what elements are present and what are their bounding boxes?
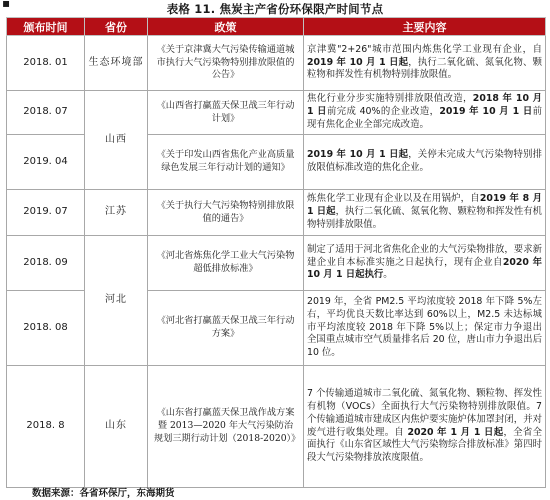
content-bold-segment: 2019 年 10 月 1 日起: [307, 149, 409, 161]
row-content: [304, 291, 546, 366]
table-row: [7, 366, 546, 488]
row-policy: 《关于京津冀大气污染传输通道城市执行大气污染物特别排放限值的公告》: [148, 36, 304, 91]
row-date: 2019. 04: [7, 135, 85, 190]
row-date: 2018. 09: [7, 236, 85, 291]
table-caption: 表格 11. 焦炭主产省份环保限产时间节点: [166, 2, 384, 16]
content-bold-segment: 2018 年 10 月 1 日: [307, 93, 542, 118]
row-content: [304, 135, 546, 190]
content-bold-segment: 2019 年 10 月 1 日: [439, 106, 533, 118]
content-segment: 前完成 40%的企业改造，: [326, 106, 440, 118]
row-province: 山东: [85, 366, 148, 488]
header-policy: 政策: [148, 18, 304, 36]
content-segment: 焦化行业分步实施特别排放限值改造，: [307, 93, 473, 105]
content-segment: 炼焦化学工业现有企业以及在用锅炉，自: [307, 193, 480, 205]
row-province: 山西: [85, 91, 148, 190]
header-province: 省份: [85, 18, 148, 36]
content-segment: 制定了适用于河北省焦化企业的大气污染物排放，要求新建企业自本标准实施之日起执行，现有企业自: [307, 243, 542, 268]
row-policy: 《河北省炼焦化学工业大气污染物超低排放标准》: [148, 236, 304, 291]
data-source-note: 数据来源：各省环保厅，东海期货: [32, 488, 175, 499]
table-row: [7, 236, 546, 291]
row-policy: 《山东省打赢蓝天保卫战作战方案暨 2013—2020 年大气污染防治规划三期行动计划（2018-2020）》: [148, 366, 304, 488]
row-date: 2018. 07: [7, 91, 85, 135]
row-content: [304, 366, 546, 488]
row-policy: 《河北省打赢蓝天保卫战三年行动方案》: [148, 291, 304, 366]
table-row: [7, 36, 546, 91]
content-segment: 京津冀"2+26"城市范围内炼焦化学工业现有企业，自: [307, 43, 542, 55]
content-segment: ，全省全面执行《山东省区域性大气污染物综合排放标准》第四时段大气污染物排放浓度限值。: [307, 426, 542, 463]
content-segment: ，执行二氧化硫、氮氧化物、颗粒物和挥发性有机物特别排放限值。: [307, 56, 542, 81]
row-date: 2019. 07: [7, 190, 85, 236]
row-date: 2018. 08: [7, 291, 85, 366]
row-content: [304, 190, 546, 236]
content-segment: 。: [383, 269, 393, 281]
row-province: 生态环境部: [85, 36, 148, 91]
content-bold-segment: 2020 年 10 月 1 日起执行: [307, 256, 542, 281]
content-segment: ，执行二氧化硫、氮氧化物、颗粒物和挥发性有机物特别排放限值。: [307, 206, 542, 230]
table-header-row: [7, 18, 546, 36]
row-policy: 《关于执行大气污染物特别排放限值的通告》: [148, 190, 304, 236]
row-province: 河北: [85, 236, 148, 366]
bullet-mark: ▪: [2, 0, 11, 10]
content-bold-segment: 2019 年 10 月 1 日起: [307, 56, 409, 68]
row-policy: 《关于印发山西省焦化产业高质量绿色发展三年行动计划的通知》: [148, 135, 304, 190]
row-content: [304, 91, 546, 135]
header-date: 颁布时间: [7, 18, 85, 36]
row-province: 江苏: [85, 190, 148, 236]
content-segment: ，关停未完成大气污染物特别排放限值标准改造的焦化企业。: [307, 149, 542, 173]
content-bold-segment: 2019 年 8 月 1 日起: [307, 193, 542, 218]
row-content: [304, 36, 546, 91]
row-content: [304, 236, 546, 291]
row-date: 2018. 01: [7, 36, 85, 91]
content-segment: 2019 年，全省 PM2.5 平均浓度较 2018 年下降 5%左右，平均优良天数比率达到 60%以上，M2.5 未达标城市平均浓度较 2018 年下降 5%以上；保定市力争退出全国重点城市空气质量排名后 20 位，唐山市力争退出后 10 位。: [307, 296, 542, 359]
row-policy: 《山西省打赢蓝天保卫战三年行动计划》: [148, 91, 304, 135]
row-date: 2018. 8: [7, 366, 85, 488]
content-bold-segment: 2020 年 1 月 1 日起: [407, 426, 504, 438]
header-content: 主要内容: [304, 18, 546, 36]
table-row: [7, 190, 546, 236]
content-segment: 前现有焦化企业全部完成改造。: [307, 106, 542, 130]
content-segment: 7 个传输通道城市二氧化硫、氮氧化物、颗粒物、挥发性有机物（VOCs）全面执行大气污染物特别排放限值。7 个传输通道城市建成区内焦炉要实施炉体加罩封闭，并对废气进行收集处理。自: [307, 388, 542, 438]
policy-table: [6, 17, 546, 488]
table-row: [7, 91, 546, 135]
